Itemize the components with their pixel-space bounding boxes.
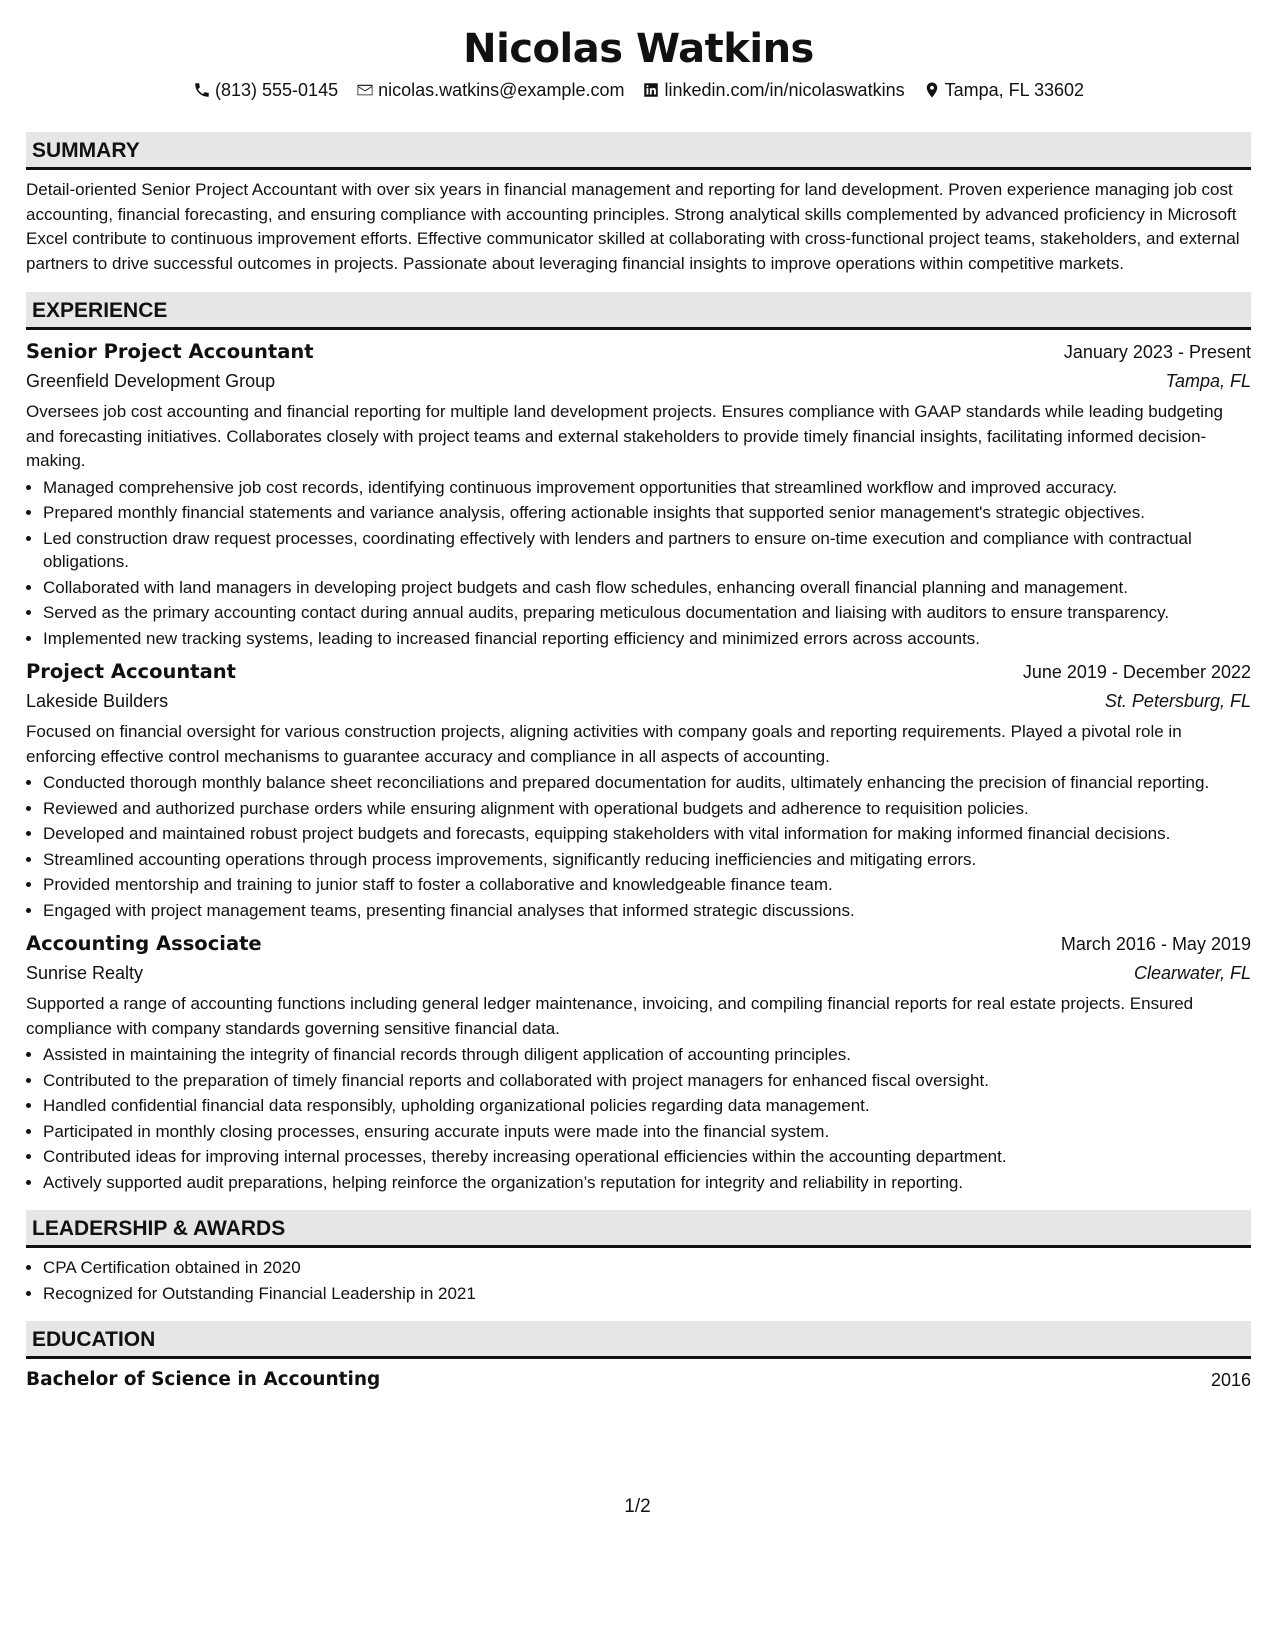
- job-description: Oversees job cost accounting and financial reporting for multiple land development projects. Ensures compliance with GAAP standards while leading budgeting and forecasting initiatives. Collaborates closely with project teams and external stakeholders to provide timely financial insights, facilitating informed decision-making.: [26, 402, 1223, 470]
- list-item: • Participated in monthly closing processes, ensuring accurate inputs were made into the financial system.: [43, 1120, 1251, 1144]
- location-text: Tampa, FL 33602: [944, 80, 1084, 100]
- list-item: • Developed and maintained robust project budgets and forecasts, equipping stakeholders with vital information for making informed financial decisions.: [43, 822, 1251, 846]
- summary-text: Detail-oriented Senior Project Accountant with over six years in financial management and reporting for land development. Proven experience managing job cost accounting, financial forecasting, and ensuring compliance with accounting principles. Strong analytical skills complemented by advanced proficiency in Microsoft Excel contribute to continuous improvement efforts. Effective communicator skilled at collaborating with cross-functional project teams, stakeholders, and external partners to drive successful outcomes in projects. Passionate about leveraging financial insights to improve operations within competitive markets.: [26, 180, 1240, 273]
- job-location: St. Petersburg, FL: [1104, 691, 1251, 711]
- company-name: Lakeside Builders: [26, 691, 169, 711]
- section-heading-education: EDUCATION: [26, 1321, 1251, 1359]
- job-description: Focused on financial oversight for various construction projects, aligning activities with company goals and reporting requirements. Played a pivotal role in enforcing effective control mechanisms to guarantee accuracy and compliance in all aspects of accounting.: [26, 722, 1182, 766]
- list-item: • Actively supported audit preparations, helping reinforce the organization’s reputation for integrity and reliability in reporting.: [43, 1171, 1251, 1195]
- list-item: • Led construction draw request processes, coordinating effectively with lenders and partners to ensure on-time execution and compliance with contractual obligations.: [43, 527, 1251, 574]
- company-name: Greenfield Development Group: [26, 371, 276, 391]
- list-item: • Engaged with project management teams, presenting financial analyses that informed strategic discussions.: [43, 899, 1251, 923]
- awards-list: [26, 1256, 1251, 1305]
- job-bullets: [26, 771, 1251, 922]
- list-item: • Prepared monthly financial statements and variance analysis, offering actionable insights that supported senior management's strategic objectives.: [43, 501, 1251, 525]
- contact-phone: [193, 78, 338, 102]
- list-item: • Assisted in maintaining the integrity of financial records through diligent application of accounting principles.: [43, 1043, 1251, 1067]
- job-entry: [26, 338, 1251, 650]
- job-title: Accounting Associate: [26, 932, 262, 955]
- list-item: • Reviewed and authorized purchase orders while ensuring alignment with operational budgets and adherence to requisition policies.: [43, 797, 1251, 821]
- graduation-year: 2016: [1210, 1370, 1251, 1390]
- job-title: Senior Project Accountant: [26, 340, 314, 363]
- contact-location: [923, 78, 1084, 102]
- envelope-icon: [356, 81, 374, 99]
- resume-page: [26, 0, 1251, 1393]
- map-pin-icon: [923, 81, 941, 99]
- list-item: • Streamlined accounting operations through process improvements, significantly reducing inefficiencies and mitigating errors.: [43, 848, 1251, 872]
- job-description: Supported a range of accounting functions including general ledger maintenance, invoicing, and compiling financial reports for real estate projects. Ensured compliance with company standards governing sensitive financial data.: [26, 994, 1194, 1038]
- section-heading-experience: EXPERIENCE: [26, 292, 1251, 330]
- job-dates: March 2016 - May 2019: [1060, 934, 1251, 954]
- contact-email[interactable]: [356, 78, 624, 102]
- section-heading-summary: SUMMARY: [26, 132, 1251, 170]
- section-heading-leadership: LEADERSHIP & AWARDS: [26, 1210, 1251, 1248]
- phone-text: (813) 555-0145: [215, 80, 339, 100]
- list-item: • CPA Certification obtained in 2020: [43, 1256, 1251, 1280]
- list-item: • Collaborated with land managers in developing project budgets and cash flow schedules, enhancing overall financial planning and management.: [43, 576, 1251, 600]
- list-item: • Provided mentorship and training to junior staff to foster a collaborative and knowledgeable finance team.: [43, 873, 1251, 897]
- contact-bar: [26, 78, 1251, 102]
- job-bullets: [26, 1043, 1251, 1194]
- company-name: Sunrise Realty: [26, 963, 144, 983]
- page-number: 1/2: [624, 1496, 651, 1517]
- list-item: • Managed comprehensive job cost records, identifying continuous improvement opportunities that streamlined workflow and improved accuracy.: [43, 476, 1251, 500]
- list-item: • Contributed to the preparation of timely financial reports and collaborated with project managers for enhanced fiscal oversight.: [43, 1069, 1251, 1093]
- email-text[interactable]: nicolas.watkins@example.com: [378, 80, 625, 100]
- list-item: • Contributed ideas for improving internal processes, thereby increasing operational efficiencies within the accounting department.: [43, 1145, 1251, 1169]
- education-entry: [26, 1367, 1251, 1393]
- list-item: • Served as the primary accounting contact during annual audits, preparing meticulous documentation and liaising with auditors to ensure transparency.: [43, 601, 1251, 625]
- job-bullets: [26, 476, 1251, 651]
- degree-name: Bachelor of Science in Accounting: [26, 1369, 381, 1390]
- list-item: • Implemented new tracking systems, leading to increased financial reporting efficiency and minimized errors across accounts.: [43, 627, 1251, 651]
- list-item: • Handled confidential financial data responsibly, upholding organizational policies regarding data management.: [43, 1094, 1251, 1118]
- job-entry: [26, 658, 1251, 922]
- list-item: • Recognized for Outstanding Financial Leadership in 2021: [43, 1282, 1251, 1306]
- job-location: Clearwater, FL: [1133, 963, 1251, 983]
- job-location: Tampa, FL: [1165, 371, 1251, 391]
- job-title: Project Accountant: [26, 660, 236, 683]
- list-item: • Conducted thorough monthly balance sheet reconciliations and prepared documentation for audits, ultimately enhancing the precision of financial reporting.: [43, 771, 1251, 795]
- phone-icon: [193, 81, 211, 99]
- job-dates: January 2023 - Present: [1063, 342, 1251, 362]
- candidate-name: Nicolas Watkins: [463, 26, 814, 72]
- contact-linkedin[interactable]: [642, 78, 904, 102]
- linkedin-text[interactable]: linkedin.com/in/nicolaswatkins: [664, 80, 905, 100]
- job-dates: June 2019 - December 2022: [1022, 662, 1251, 682]
- linkedin-icon: [642, 81, 660, 99]
- job-entry: [26, 930, 1251, 1194]
